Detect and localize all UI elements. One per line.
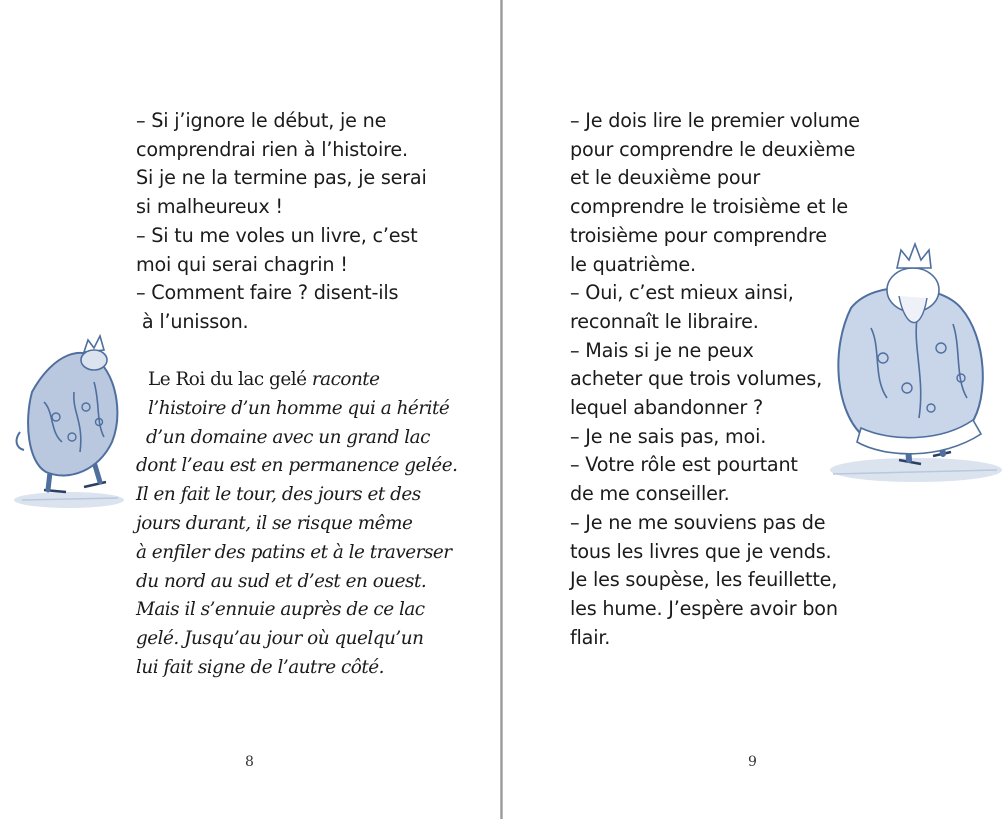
text-line: si malheureux ! <box>136 195 283 219</box>
text-line: – Oui, c’est mieux ainsi, <box>570 281 794 305</box>
book-title-text: Le Roi du lac gelé <box>148 369 312 390</box>
text-line: – Si tu me voles un livre, c’est <box>136 223 418 247</box>
king-in-fur-robe-icon <box>821 238 1003 492</box>
text-line: reconnaît le libraire. <box>570 309 759 333</box>
text-line: – Je dois lire le premier volume <box>570 109 860 132</box>
excerpt-line: Mais il s’ennuie auprès de ce lac <box>136 599 425 621</box>
text-line: tous les livres que je vends. <box>570 539 832 563</box>
text-line: – Si j’ignore le début, je ne <box>136 109 387 132</box>
text-line: pour comprendre le deuxième <box>570 137 856 161</box>
text-line: troisième pour comprendre <box>570 223 827 247</box>
text-line: moi qui serai chagrin ! <box>136 252 348 276</box>
text-line: flair. <box>570 625 611 649</box>
excerpt-line: lui fait signe de l’autre côté. <box>136 656 384 678</box>
text-line: comprendre le troisième et le <box>570 195 848 219</box>
excerpt-line: à enfiler des patins et à le traverser <box>136 541 452 563</box>
text-line: Si je ne la termine pas, je serai <box>136 166 427 190</box>
excerpt-line: d’un domaine avec un grand lac <box>146 426 430 448</box>
text-line: – Comment faire ? disent-ils <box>136 281 399 305</box>
excerpt-line: jours durant, il se risque même <box>136 512 413 534</box>
text-line: – Votre rôle est pourtant <box>570 453 798 477</box>
right-dialogue-text <box>570 107 860 652</box>
excerpt-italic-text: raconte <box>311 369 380 390</box>
excerpt-line: Il en fait le tour, des jours et des <box>136 484 421 506</box>
text-line: à l’unisson. <box>136 309 249 333</box>
book-excerpt <box>136 366 457 683</box>
excerpt-line: gelé. Jusqu’au jour où quelqu’un <box>136 628 424 650</box>
page-number: 9 <box>748 754 757 770</box>
text-line: et le deuxième pour <box>570 166 761 190</box>
excerpt-line: dont l’eau est en permanence gelée. <box>136 455 458 477</box>
text-line: le quatrième. <box>570 252 696 276</box>
text-line: – Je ne sais pas, moi. <box>570 424 767 448</box>
skating-king-icon <box>14 322 129 512</box>
excerpt-line: du nord au sud et d’est en ouest. <box>136 570 427 592</box>
left-page <box>0 0 500 819</box>
left-dialogue-text <box>136 107 427 337</box>
text-line: de me conseiller. <box>570 482 730 506</box>
text-line: lequel abandonner ? <box>570 396 763 420</box>
text-line: – Mais si je ne peux <box>570 338 754 362</box>
text-line: comprendrai rien à l’histoire. <box>136 137 408 161</box>
excerpt-line <box>136 366 457 395</box>
excerpt-line: l’histoire d’un homme qui a hérité <box>148 397 450 419</box>
page-number: 8 <box>245 754 254 770</box>
text-line: Je les soupèse, les feuillette, <box>570 568 838 592</box>
text-line: acheter que trois volumes, <box>570 367 822 391</box>
text-line: les hume. J’espère avoir bon <box>570 596 838 620</box>
text-line: – Je ne me souviens pas de <box>570 510 826 534</box>
right-page <box>503 0 1005 819</box>
